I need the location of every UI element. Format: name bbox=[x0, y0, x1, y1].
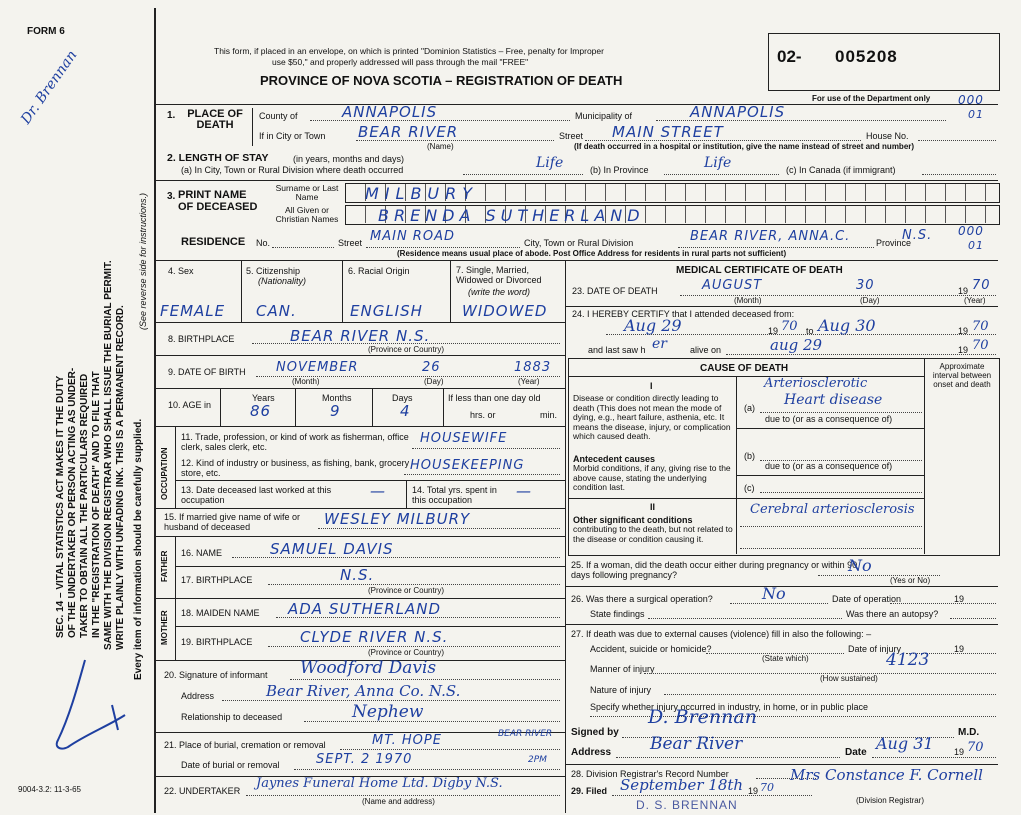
stay-b-value: Life bbox=[704, 155, 732, 171]
frame-left bbox=[154, 8, 156, 813]
rule bbox=[406, 480, 407, 508]
rule bbox=[294, 769, 560, 770]
citizenship-sub: (Nationality) bbox=[258, 276, 307, 286]
undertaker-value: Jaynes Funeral Home Ltd. Digby N.S. bbox=[256, 776, 503, 791]
registrar-signature: Mrs Constance F. Cornell bbox=[790, 766, 983, 784]
last-worked-value: — bbox=[370, 482, 386, 500]
page-title: PROVINCE OF NOVA SCOTIA – REGISTRATION OF DEATH bbox=[260, 73, 623, 88]
street-label: Street bbox=[559, 131, 584, 141]
side-line-4: IN THE "REGISTRATION OF DEATH" AND TO FILE THAT bbox=[91, 371, 102, 638]
rule bbox=[252, 108, 253, 146]
side-line-1: SEC. 14 – VITAL STATISTICS ACT MAKES IT THE DUTY bbox=[55, 375, 66, 638]
q26-value: No bbox=[762, 584, 786, 603]
due-label-1: due to (or as a consequence of) bbox=[765, 414, 893, 424]
cause-a-1: Arteriosclerotic bbox=[764, 376, 868, 391]
dod-month: AUGUST bbox=[702, 278, 763, 293]
origin-value: ENGLISH bbox=[350, 302, 423, 320]
side-line-8: Every item of information should be carefully supplied. bbox=[133, 418, 144, 680]
rule bbox=[648, 618, 842, 619]
residence-note: (Residence means usual place of abode. Post Office Address for residents in rural parts not sufficient) bbox=[397, 249, 787, 258]
rule bbox=[950, 618, 996, 619]
rule bbox=[155, 180, 998, 181]
registration-number-box bbox=[768, 33, 1000, 91]
attend-to-label: to bbox=[806, 326, 814, 336]
alive-on: aug 29 bbox=[770, 336, 823, 354]
due-label-2: due to (or as a consequence of) bbox=[765, 461, 893, 471]
rule bbox=[175, 536, 176, 598]
injury-date-label: Date of injury bbox=[848, 644, 902, 654]
cause-c-label: (c) bbox=[744, 483, 755, 493]
dept-use-label: For use of the Department only bbox=[812, 94, 931, 103]
years-spent-value: — bbox=[516, 482, 532, 500]
rule bbox=[155, 322, 565, 323]
rule bbox=[678, 247, 874, 248]
rule bbox=[664, 694, 996, 695]
rule bbox=[175, 598, 176, 660]
dod-day: 30 bbox=[856, 278, 875, 293]
rule bbox=[616, 757, 840, 758]
informant-address-label: Address bbox=[181, 691, 215, 701]
dob-day: 26 bbox=[422, 360, 441, 375]
rule bbox=[155, 104, 998, 105]
rule bbox=[155, 355, 565, 356]
birthplace-caption: (Province or Country) bbox=[368, 345, 445, 354]
attend-label: 24. I HEREBY CERTIFY that I attended deceased from: bbox=[572, 309, 795, 319]
manner-value: 4123 bbox=[886, 650, 930, 670]
rule bbox=[730, 603, 828, 604]
residence-city: BEAR RIVER, ANNA.C. bbox=[690, 229, 851, 244]
op-year-prefix: 19 bbox=[954, 594, 965, 604]
injury-year-prefix: 19 bbox=[954, 644, 965, 654]
rule bbox=[175, 426, 176, 508]
stay-b-label: (b) In Province bbox=[590, 165, 649, 175]
residence-street-label: Street bbox=[338, 238, 363, 248]
other-label: Other significant conditions bbox=[573, 515, 693, 525]
trade-label: 11. Trade, profession, or kind of work as fisherman, office clerk, sales clerk, etc. bbox=[181, 432, 409, 452]
citizenship-value: CAN. bbox=[256, 302, 297, 320]
city-value: BEAR RIVER bbox=[358, 123, 459, 141]
q27-label: 27. If death was due to external causes (violence) fill in also the following: – bbox=[571, 629, 872, 639]
rule bbox=[726, 354, 996, 355]
burial-place-label: 21. Place of burial, cremation or removal bbox=[164, 740, 326, 750]
age-days: 4 bbox=[400, 402, 411, 420]
stay-a-value: Life bbox=[536, 155, 564, 171]
yes-no-caption-25: (Yes or No) bbox=[890, 576, 931, 585]
state-findings-label: State findings bbox=[590, 609, 645, 619]
relationship-label: Relationship to deceased bbox=[181, 712, 283, 722]
mother-caption: (Province or Country) bbox=[368, 648, 445, 657]
dod-label: 23. DATE OF DEATH bbox=[572, 286, 658, 296]
rule bbox=[155, 426, 565, 427]
informant-address: Bear River, Anna Co. N.S. bbox=[266, 682, 461, 700]
attend-to: Aug 30 bbox=[818, 316, 876, 335]
father-birthplace-label: 17. BIRTHPLACE bbox=[181, 575, 253, 585]
place-label: PLACE OF DEATH bbox=[187, 108, 243, 131]
op-date-label: Date of operation bbox=[832, 594, 902, 604]
interval-header: Approximate interval between onset and death bbox=[932, 362, 992, 389]
residence-province: N.S. bbox=[902, 228, 933, 243]
municipality-value: ANNAPOLIS bbox=[690, 103, 786, 121]
med-address-label: Address bbox=[571, 747, 612, 758]
min-label: min. bbox=[540, 410, 558, 420]
q25-label: 25. If a woman, did the death occur either during pregnancy or within 90 days following pregnancy? bbox=[571, 560, 858, 580]
father-name-label: 16. NAME bbox=[181, 548, 223, 558]
surname-value: MILBURY bbox=[365, 184, 479, 203]
residence-street: MAIN ROAD bbox=[370, 229, 455, 244]
rule bbox=[463, 174, 583, 175]
rule bbox=[268, 584, 560, 585]
given-label: All Given or Christian Names bbox=[275, 205, 339, 224]
industry-value: HOUSEKEEPING bbox=[410, 458, 525, 473]
trade-value: HOUSEWIFE bbox=[420, 431, 508, 446]
accident-label: Accident, suicide or homicide? bbox=[590, 644, 712, 654]
cause-a-label: (a) bbox=[744, 403, 755, 413]
rule bbox=[890, 603, 996, 604]
mother-birthplace: CLYDE RIVER N.S. bbox=[300, 628, 449, 646]
place-num: 1. bbox=[167, 110, 176, 121]
med-date-prefix: 19 bbox=[954, 747, 965, 757]
informant-sig-label: 20. Signature of informant bbox=[164, 670, 268, 680]
age-months: 9 bbox=[330, 402, 341, 420]
cause-b-label: (b) bbox=[744, 451, 755, 461]
last-worked-label: 13. Date deceased last worked at this occupation bbox=[181, 485, 332, 505]
months-label: Months bbox=[322, 393, 352, 403]
age-label: 10. AGE in bbox=[168, 400, 212, 410]
registration-number: 005208 bbox=[835, 47, 898, 66]
form-label: FORM 6 bbox=[27, 26, 65, 37]
marital-label: 7. Single, Married, Widowed or Divorced bbox=[456, 265, 542, 285]
signed-value: D. Brennan bbox=[648, 706, 757, 728]
maiden-label: 18. MAIDEN NAME bbox=[181, 608, 260, 618]
origin-label: 6. Racial Origin bbox=[348, 266, 410, 276]
rule bbox=[268, 646, 560, 647]
side-line-6: SAME WITH THE DIVISION REGISTRAR WHO SHALL ISSUE THE BURIAL PERMIT. bbox=[103, 260, 114, 650]
q28-label: 28. Division Registrar's Record Number bbox=[571, 769, 729, 779]
undertaker-caption: (Name and address) bbox=[362, 797, 435, 806]
cause-a-2: Heart disease bbox=[784, 392, 883, 408]
street-value: MAIN STREET bbox=[612, 123, 724, 141]
county-label: County of bbox=[259, 111, 298, 121]
citizenship-label: 5. Citizenship bbox=[246, 266, 301, 276]
mother-birthplace-label: 19. BIRTHPLACE bbox=[181, 637, 253, 647]
sustained-caption: (How sustained) bbox=[820, 674, 878, 683]
antecedent-desc: Morbid conditions, if any, giving rise to the above cause, stating the underlying condition last. bbox=[573, 463, 731, 492]
burial-date: SEPT. 2 1970 bbox=[316, 752, 413, 767]
county-value: ANNAPOLIS bbox=[342, 103, 438, 121]
rule bbox=[340, 749, 560, 750]
med-date-year: 70 bbox=[967, 740, 984, 755]
less-day-label: If less than one day old bbox=[448, 393, 541, 403]
med-date: Aug 31 bbox=[876, 734, 934, 753]
nature-label: Nature of injury bbox=[590, 685, 652, 695]
attend-to-prefix: 19 bbox=[958, 326, 969, 336]
rule bbox=[342, 260, 343, 322]
attend-from: Aug 29 bbox=[624, 316, 682, 335]
rule bbox=[366, 247, 520, 248]
md-label: M.D. bbox=[958, 727, 980, 738]
dod-month-caption: (Month) bbox=[734, 296, 762, 305]
birthplace-label: 8. BIRTHPLACE bbox=[168, 334, 235, 344]
attend-to-year: 70 bbox=[972, 319, 989, 334]
dob-month-caption: (Month) bbox=[292, 377, 320, 386]
sex-label: 4. Sex bbox=[168, 266, 194, 276]
dod-year: 70 bbox=[972, 278, 991, 293]
envelope-note-1: This form, if placed in an envelope, on which is printed "Dominion Statistics – Free, penalty for Improper bbox=[214, 46, 604, 56]
dept-code-1: 000 bbox=[958, 93, 984, 107]
stay-sub: (in years, months and days) bbox=[293, 154, 405, 164]
burial-time: 2PM bbox=[528, 755, 547, 765]
filed-year: 70 bbox=[760, 781, 774, 794]
registrar-caption: (Division Registrar) bbox=[856, 796, 925, 805]
medical-header: MEDICAL CERTIFICATE OF DEATH bbox=[676, 265, 843, 276]
spouse-label: 15. If married give name of wife or husband of deceased bbox=[164, 512, 301, 532]
rule bbox=[155, 536, 565, 537]
rule bbox=[318, 528, 560, 529]
rule bbox=[740, 548, 922, 549]
surname-label: Surname or Last Name bbox=[275, 183, 339, 202]
rule bbox=[664, 174, 779, 175]
rule bbox=[740, 526, 922, 527]
spouse-value: WESLEY MILBURY bbox=[324, 510, 471, 528]
alive-on-label: alive on bbox=[690, 345, 722, 355]
sex-value: FEMALE bbox=[160, 302, 226, 320]
dod-year-prefix: 19 bbox=[958, 286, 969, 296]
burial-place: MT. HOPE bbox=[372, 733, 442, 748]
dod-day-caption: (Day) bbox=[860, 296, 880, 305]
other-value: Cerebral arteriosclerosis bbox=[750, 502, 915, 517]
alive-on-prefix: 19 bbox=[958, 345, 969, 355]
rule bbox=[222, 700, 560, 701]
dept-code-3: 000 bbox=[958, 224, 984, 238]
envelope-note-2: use $50," and properly addressed will pass through the mail "FREE" bbox=[272, 57, 529, 67]
rule bbox=[922, 174, 996, 175]
side-line-3: TAKER TO OBTAIN ALL THE PARTICULARS REQUIRED bbox=[79, 373, 90, 638]
rule bbox=[155, 508, 565, 509]
rule bbox=[736, 475, 924, 476]
alive-on-year: 70 bbox=[972, 338, 989, 353]
rule bbox=[404, 474, 560, 475]
rule bbox=[568, 498, 924, 499]
dob-label: 9. DATE OF BIRTH bbox=[168, 367, 246, 377]
father-name: SAMUEL DAVIS bbox=[270, 540, 394, 558]
rule bbox=[175, 626, 565, 627]
column-divider bbox=[565, 260, 566, 813]
specify-label: Specify whether injury occurred in industry, in home, or in public place bbox=[590, 702, 868, 712]
rule bbox=[175, 480, 565, 481]
rule bbox=[155, 598, 565, 599]
father-section: FATHER bbox=[160, 550, 169, 582]
doctor-stamp: D. S. BRENNAN bbox=[636, 798, 738, 812]
rule bbox=[760, 492, 922, 493]
rule bbox=[412, 448, 560, 449]
rule bbox=[450, 260, 451, 322]
burial-date-label: Date of burial or removal bbox=[181, 760, 280, 770]
stay-label: 2. LENGTH OF STAY bbox=[167, 152, 269, 164]
last-saw-her: er bbox=[652, 336, 667, 352]
rule bbox=[924, 358, 925, 554]
house-label: House No. bbox=[866, 131, 909, 141]
autopsy-label: Was there an autopsy? bbox=[846, 609, 939, 619]
mother-section: MOTHER bbox=[160, 610, 169, 645]
rule bbox=[220, 388, 221, 426]
relationship-value: Nephew bbox=[352, 702, 424, 722]
dod-year-caption: (Year) bbox=[964, 296, 986, 305]
antecedent-label: Antecedent causes bbox=[573, 454, 656, 464]
other-desc: contributing to the death, but not related to the disease or condition causing it. bbox=[573, 524, 733, 544]
side-line-7: WRITE PLAINLY WITH UNFADING INK. THIS IS A PERMANENT RECORD. bbox=[115, 305, 126, 650]
rule bbox=[568, 376, 924, 377]
cause-header: CAUSE OF DEATH bbox=[700, 363, 789, 374]
dept-code-4: 01 bbox=[968, 239, 984, 252]
father-birthplace: N.S. bbox=[340, 566, 375, 584]
residence-city-label: City, Town or Rural Division bbox=[524, 238, 634, 248]
margin-signature: Dr. Brennan bbox=[18, 47, 81, 128]
stay-a-label: (a) In City, Town or Rural Division where death occurred bbox=[181, 165, 404, 175]
rule bbox=[918, 140, 996, 141]
rule bbox=[295, 388, 296, 426]
rule bbox=[612, 795, 812, 796]
name-caption: (Name) bbox=[427, 142, 454, 151]
residence-label: RESIDENCE bbox=[181, 236, 246, 248]
side-line-2: OF THE UNDERTAKER OR PERSON ACTING AS UNDER- bbox=[67, 367, 78, 638]
dept-code-2: 01 bbox=[968, 108, 984, 121]
attend-from-prefix: 19 bbox=[768, 326, 779, 336]
rule bbox=[680, 295, 996, 296]
filed-value: September 18th bbox=[620, 776, 744, 794]
rule bbox=[304, 721, 560, 722]
manner-label: Manner of injury bbox=[590, 664, 655, 674]
part-i: I bbox=[650, 381, 653, 391]
rule bbox=[241, 260, 242, 322]
rule bbox=[565, 624, 998, 625]
rule bbox=[372, 388, 373, 426]
rule bbox=[246, 795, 560, 796]
dob-year: 1883 bbox=[514, 360, 552, 375]
rule bbox=[736, 376, 737, 554]
marital-value: WIDOWED bbox=[462, 302, 548, 320]
undertaker-label: 22. UNDERTAKER bbox=[164, 786, 241, 796]
name-num: 3. bbox=[167, 191, 176, 202]
rule bbox=[155, 388, 565, 389]
rule bbox=[290, 679, 560, 680]
form-code: 9004-3.2: 11-3-65 bbox=[18, 785, 82, 794]
birthplace-value: BEAR RIVER N.S. bbox=[290, 327, 431, 345]
last-saw-label: and last saw h bbox=[588, 345, 646, 355]
rule bbox=[443, 388, 444, 426]
residence-no-label: No. bbox=[256, 238, 271, 248]
occupation-section: OCCUPATION bbox=[160, 447, 169, 500]
rule bbox=[565, 306, 998, 307]
dob-year-caption: (Year) bbox=[518, 377, 540, 386]
rule bbox=[272, 247, 334, 248]
q29-label: 29. Filed bbox=[571, 786, 608, 796]
hrs-label: hrs. or bbox=[470, 410, 496, 420]
years-label: Years bbox=[252, 393, 275, 403]
stay-c-label: (c) In Canada (if immigrant) bbox=[786, 165, 896, 175]
dob-month: NOVEMBER bbox=[276, 360, 359, 375]
side-line-9: (See reverse side for instructions.) bbox=[138, 192, 148, 330]
q26-label: 26. Was there a surgical operation? bbox=[571, 594, 713, 604]
name-label: PRINT NAME OF DECEASED bbox=[178, 189, 258, 213]
filed-year-prefix: 19 bbox=[748, 786, 759, 796]
municipality-label: Municipality of bbox=[575, 111, 633, 121]
informant-signature: Woodford Davis bbox=[300, 658, 437, 678]
attend-from-year: 70 bbox=[781, 319, 798, 334]
registration-prefix: 02- bbox=[777, 47, 802, 66]
margin-initial-mark bbox=[30, 655, 130, 765]
dob-day-caption: (Day) bbox=[424, 377, 444, 386]
rule bbox=[736, 428, 924, 429]
burial-place-2: BEAR RIVER bbox=[498, 729, 553, 739]
signed-label: Signed by bbox=[571, 727, 619, 738]
marital-sub: (write the word) bbox=[468, 287, 531, 297]
hospital-note: (If death occurred in a hospital or institution, give the name instead of street and number) bbox=[574, 142, 915, 151]
state-which: (State which) bbox=[762, 654, 809, 663]
med-address: Bear River bbox=[650, 734, 743, 754]
med-date-label: Date bbox=[845, 747, 867, 758]
rule bbox=[760, 412, 922, 413]
rule bbox=[155, 260, 998, 261]
part-ii: II bbox=[650, 502, 656, 512]
rule bbox=[565, 764, 998, 765]
city-label: If in City or Town bbox=[259, 131, 326, 141]
immediate-label: Disease or condition directly leading to death (This does not mean the mode of dying, e.g., heart failure, asthenia, etc. It means the disease, injury, or complication which caused death. bbox=[573, 393, 731, 441]
residence-province-label: Province bbox=[876, 238, 912, 248]
years-spent-label: 14. Total yrs. spent in this occupation bbox=[412, 485, 497, 505]
maiden-value: ADA SUTHERLAND bbox=[288, 600, 442, 618]
industry-label: 12. Kind of industry or business, as fishing, bank, grocery store, etc. bbox=[181, 458, 410, 478]
days-label: Days bbox=[392, 393, 413, 403]
age-years: 86 bbox=[250, 402, 272, 420]
q25-value: No bbox=[848, 556, 872, 575]
father-caption: (Province or Country) bbox=[368, 586, 445, 595]
rule bbox=[872, 757, 996, 758]
given-value: BRENDA SUTHERLAND bbox=[378, 206, 645, 225]
